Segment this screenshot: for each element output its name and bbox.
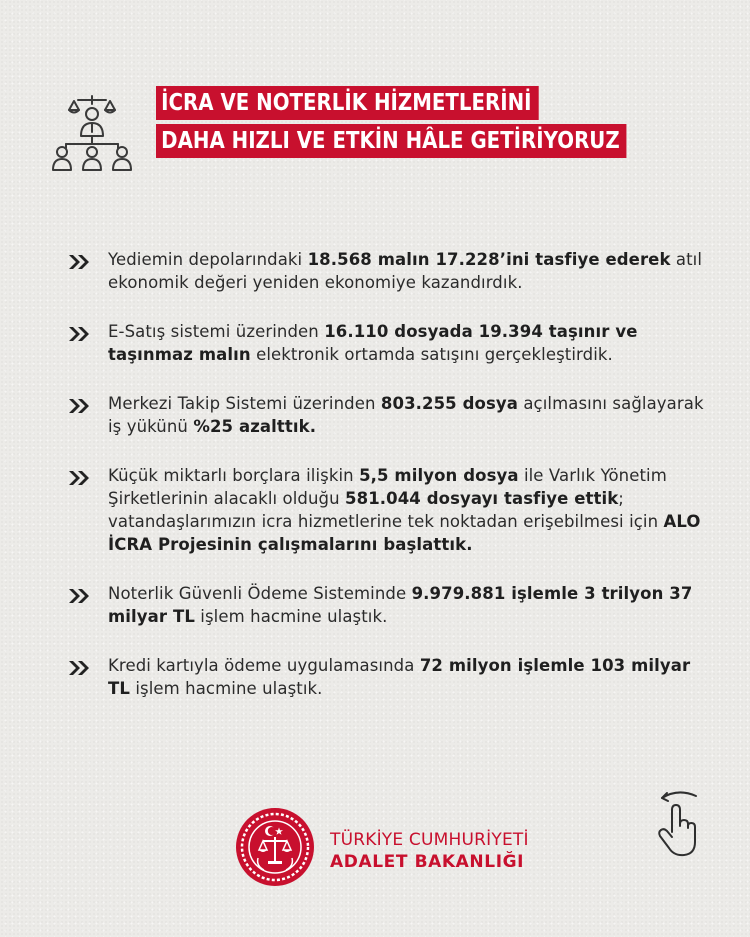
body-text: Yediemin depolarındaki [108, 250, 308, 269]
body-text: Merkezi Takip Sistemi üzerinden [108, 394, 381, 413]
double-chevron-right-icon [68, 326, 90, 342]
body-text: Kredi kartıyla ödeme uygulamasında [108, 656, 420, 675]
highlight-text: 803.255 dosya [380, 394, 518, 413]
list-item-text [108, 248, 708, 294]
achievement-list [68, 248, 708, 726]
list-item [68, 392, 708, 438]
list-item-text [108, 654, 708, 700]
highlight-text: ALO İCRA Projesinin çalışmalarını başlattık. [108, 512, 701, 554]
highlight-text: 9.979.881 işlemle 3 trilyon 37 milyar TL [108, 584, 693, 626]
highlight-text: %25 azalttık. [193, 417, 317, 436]
body-text: Noterlik Güvenli Ödeme Sisteminde [108, 584, 412, 603]
list-item [68, 582, 708, 628]
highlight-text: 16.110 dosyada 19.394 taşınır ve taşınmaz malın [108, 322, 638, 364]
list-item [68, 464, 708, 556]
body-text: işlem hacmine ulaştık. [129, 679, 323, 698]
highlight-text: 581.044 dosyayı tasfiye ettik [345, 489, 619, 508]
body-text: E-Satış sistemi üzerinden [108, 322, 325, 341]
title-line-1: İCRA VE NOTERLİK HİZMETLERİNİ [156, 86, 538, 120]
justice-network-icon [48, 92, 136, 172]
body-text: atıl ekonomik değeri yeniden ekonomiye kazandırdık. [108, 250, 703, 292]
page-title [156, 86, 703, 162]
body-text: açılmasını sağlayarak iş yükünü [108, 394, 704, 436]
list-item [68, 248, 708, 294]
list-item-text [108, 392, 708, 438]
ministry-line-1: TÜRKİYE CUMHURİYETİ [330, 830, 529, 850]
highlight-text: 18.568 malın 17.228’ini tasfiye ederek [307, 250, 671, 269]
ministry-line-2: ADALET BAKANLIĞI [330, 852, 525, 872]
list-item-text [108, 464, 708, 556]
body-text: elektronik ortamda satışını gerçekleştirdik. [250, 345, 613, 364]
list-item-text [108, 582, 708, 628]
double-chevron-right-icon [68, 588, 90, 604]
body-text: Küçük miktarlı borçlara ilişkin [108, 466, 360, 485]
title-line-2: DAHA HIZLI VE ETKİN HÂLE GETİRİYORUZ [156, 124, 627, 158]
double-chevron-right-icon [68, 470, 90, 486]
highlight-text: 5,5 milyon dosya [359, 466, 519, 485]
highlight-text: 72 milyon işlemle 103 milyar TL [108, 656, 691, 698]
body-text: ile Varlık Yönetim Şirketlerinin alacaklı olduğu [108, 466, 667, 508]
list-item [68, 320, 708, 366]
list-item [68, 654, 708, 700]
body-text: ; vatandaşlarımızın icra hizmetlerine tek noktadan erişebilmesi için [108, 489, 664, 531]
double-chevron-right-icon [68, 398, 90, 414]
header [48, 86, 708, 186]
ministry-seal-icon [234, 806, 316, 888]
list-item-text [108, 320, 708, 366]
double-chevron-right-icon [68, 254, 90, 270]
double-chevron-right-icon [68, 660, 90, 676]
ministry-name [330, 829, 529, 873]
swipe-hand-icon [652, 786, 704, 858]
body-text: işlem hacmine ulaştık. [194, 607, 388, 626]
